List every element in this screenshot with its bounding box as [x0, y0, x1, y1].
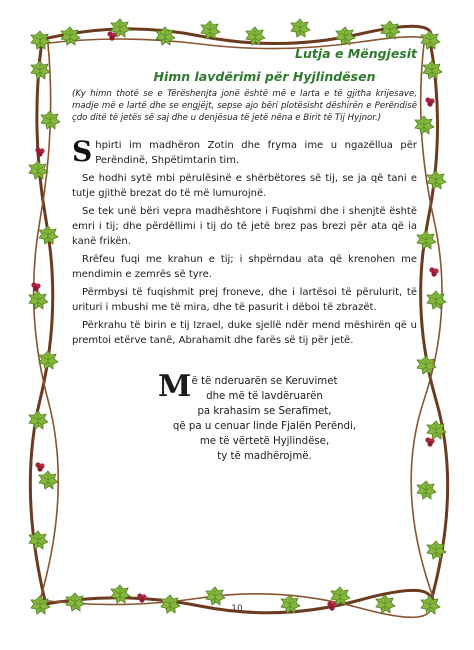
poem-line: me të vërtetë Hyjlindëse,	[199, 436, 330, 447]
dropcap: S	[72, 135, 93, 168]
paragraph: Se tek unë bëri vepra madhështore i Fuqishmi dhe i shenjtë është emri i tij; dhe përdëllimi i tij do të jetë brez pas brezi për ata që ia kanë frikën.	[72, 206, 417, 247]
poem-line: dhe më të lavdëruarën	[206, 391, 323, 402]
poem-line: që pa u cenuar linde Fjalën Perëndi,	[172, 421, 357, 432]
page-number: 10	[231, 604, 243, 614]
paragraph: Shpirti im madhëron Zotin dhe fryma ime u ngazëllua për Perëndinë, Shpëtimtarin tim.	[72, 135, 417, 168]
hymn-body	[72, 135, 417, 348]
poem-line: ty të madhërojmë.	[217, 451, 312, 462]
page-content	[72, 40, 417, 464]
poem-line: pa krahasim se Serafimet,	[197, 406, 332, 417]
section-heading: Lutja e Mëngjesit	[295, 46, 417, 61]
poem-block	[72, 369, 417, 464]
paragraph: Përkrahu të birin e tij Izrael, duke sjellë ndër mend mëshirën që u premtoi etërve tanë, Abrahamit dhe farës së tij për jetë.	[72, 320, 417, 346]
hymn-title: Himn lavdërimi për Hyjlindësen	[153, 69, 376, 84]
hymn-intro: (Ky himn thotë se e Tërëshenjta jonë është më e larta e të gjitha krijesave, madje më e lartë dhe se engjëjt, sepse ajo bëri plotësisht dëshirën e Perëndisë çdo ditë të jetës së saj dhe u denjësua të jetë nëna e Birit të Tij Hyjnor.)	[72, 89, 417, 123]
paragraph: Përmbysi të fuqishmit prej froneve, dhe i lartësoi të përulurit, të urituri i mbushi me të mira, dhe të pasurit i dëboi të zbrazët.	[72, 287, 417, 313]
paragraph: Rrëfeu fuqi me krahun e tij; i shpërndau ata që krenohen me mendimin e zemrës së tyre.	[72, 254, 417, 280]
paragraph: Se hodhi sytë mbi përulësinë e shërbëtores së tij, se ja që tani e tutje gjithë brezat do të më lumurojnë.	[72, 173, 417, 199]
poem-line: ë të nderuarën se Keruvimet	[191, 376, 338, 387]
poem-dropcap: M	[158, 369, 192, 404]
